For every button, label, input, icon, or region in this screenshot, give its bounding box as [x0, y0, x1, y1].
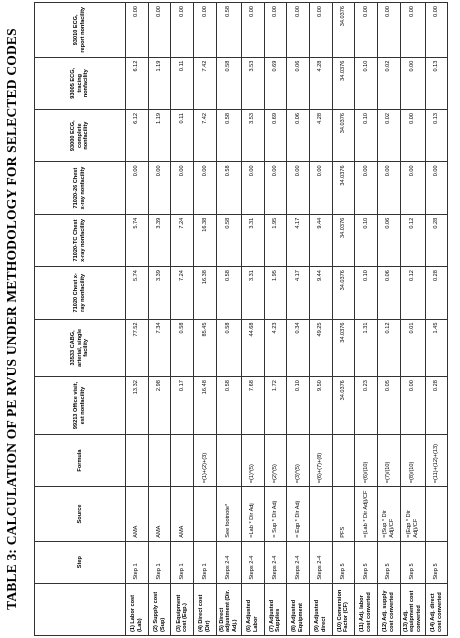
- value-cell: 5.74: [126, 267, 149, 319]
- step-cell: Step 1: [148, 541, 171, 583]
- value-cell: 0.58: [216, 57, 241, 109]
- value-cell: 0.00: [148, 3, 171, 58]
- row-label: (1) Labor cost (Lab): [126, 583, 149, 635]
- value-cell: 1.45: [425, 319, 448, 377]
- source-cell: = Sup * Dir Adj: [264, 487, 287, 541]
- value-cell: 0.02: [377, 57, 400, 109]
- value-cell: 0.00: [171, 3, 194, 58]
- value-cell: 6.12: [126, 57, 149, 109]
- value-cell: 0.00: [400, 109, 425, 161]
- step-cell: Steps 2-4: [241, 541, 264, 583]
- row-label: (8) Adjusted Equipment: [287, 583, 310, 635]
- value-cell: 0.00: [241, 3, 264, 58]
- step-cell: Step 5: [332, 541, 355, 583]
- row-label: (9) Adjusted direct: [309, 583, 332, 635]
- value-cell: 0.10: [355, 57, 378, 109]
- value-cell: 0.00: [425, 3, 448, 58]
- value-cell: 0.00: [264, 3, 287, 58]
- value-cell: 16.38: [194, 267, 217, 319]
- value-cell: 0.00: [400, 57, 425, 109]
- row-label: (2) Supply cost (Sup): [148, 583, 171, 635]
- value-cell: 0.00: [126, 162, 149, 214]
- source-cell: [425, 487, 448, 541]
- value-cell: 0.10: [355, 109, 378, 161]
- source-cell: =(Eqp * Dir Adj)/CF: [400, 487, 425, 541]
- row-label: (6) Adjusted Labor: [241, 583, 264, 635]
- value-cell: 7.34: [148, 319, 171, 377]
- value-cell: 0.13: [425, 109, 448, 161]
- value-cell: 6.12: [126, 109, 149, 161]
- value-cell: 9.44: [309, 267, 332, 319]
- source-cell: = Eqp * Dir Adj: [287, 487, 310, 541]
- value-cell: 0.23: [355, 377, 378, 435]
- formula-cell: =(1)+(2)+(3): [194, 434, 217, 486]
- formula-cell: [216, 434, 241, 486]
- row-label: (13) Adj. equipment cost converted: [400, 583, 425, 635]
- value-cell: 0.00: [264, 162, 287, 214]
- value-cell: 0.00: [287, 162, 310, 214]
- value-cell: 34.0376: [332, 3, 355, 58]
- table-row: [400, 3, 425, 636]
- value-cell: 4.17: [287, 214, 310, 266]
- value-cell: 0.10: [355, 214, 378, 266]
- value-cell: 7.24: [171, 214, 194, 266]
- value-cell: 0.28: [425, 377, 448, 435]
- column-header: Step: [35, 541, 126, 583]
- value-cell: 77.52: [126, 319, 149, 377]
- value-cell: 0.01: [400, 319, 425, 377]
- value-cell: 0.00: [377, 3, 400, 58]
- row-label: (3) Equipment cost (Eqp.): [171, 583, 194, 635]
- table-row: [264, 3, 287, 636]
- formula-cell: =(8)/(10): [400, 434, 425, 486]
- value-cell: 0.12: [400, 267, 425, 319]
- column-header: 99213 Office visit, est nonfacility: [35, 377, 126, 435]
- column-header: 93000 ECG, complete nonfacility: [35, 109, 126, 161]
- table-row: [309, 3, 332, 636]
- step-cell: Step 5: [355, 541, 378, 583]
- source-cell: =Lab * Dir Adj: [241, 487, 264, 541]
- table-row: [216, 3, 241, 636]
- value-cell: 0.00: [241, 162, 264, 214]
- formula-cell: =(7)/(10): [377, 434, 400, 486]
- column-header: Source: [35, 487, 126, 541]
- formula-cell: =(1)*(5): [241, 434, 264, 486]
- value-cell: 0.58: [216, 214, 241, 266]
- value-cell: 1.95: [264, 214, 287, 266]
- table-row: [171, 3, 194, 636]
- value-cell: 0.28: [425, 214, 448, 266]
- column-header: 71020-TC Chest x-ray nonfacility: [35, 214, 126, 266]
- source-cell: PFS: [332, 487, 355, 541]
- value-cell: 0.00: [355, 162, 378, 214]
- formula-cell: [171, 434, 194, 486]
- value-cell: 0.06: [287, 57, 310, 109]
- value-cell: 0.11: [171, 109, 194, 161]
- table-row: [148, 3, 171, 636]
- table-row: [194, 3, 217, 636]
- value-cell: 0.58: [216, 3, 241, 58]
- value-cell: 0.00: [287, 3, 310, 58]
- formula-cell: =(6)/(10): [355, 434, 378, 486]
- step-cell: Steps 2-4: [216, 541, 241, 583]
- table-row: [332, 3, 355, 636]
- table-title: TABLE 3: CALCULATION OF PE RVUS UNDER METHODOLOGY FOR SELECTED CODES: [4, 28, 19, 610]
- value-cell: 3.39: [148, 214, 171, 266]
- value-cell: 16.38: [194, 214, 217, 266]
- value-cell: 4.23: [264, 319, 287, 377]
- value-cell: 0.00: [400, 377, 425, 435]
- value-cell: 0.11: [171, 57, 194, 109]
- value-cell: 0.58: [216, 162, 241, 214]
- source-cell: [194, 487, 217, 541]
- source-cell: =(Lab * Dir Adj)/CF: [355, 487, 378, 541]
- table-row: [377, 3, 400, 636]
- value-cell: 0.69: [264, 57, 287, 109]
- value-cell: 0.00: [400, 3, 425, 58]
- table-row: [355, 3, 378, 636]
- value-cell: 9.50: [309, 377, 332, 435]
- row-label: (12) Adj. supply cost converted: [377, 583, 400, 635]
- value-cell: 0.06: [377, 214, 400, 266]
- step-cell: Step 1: [171, 541, 194, 583]
- column-header: 33533 CABG, arterial, single facility: [35, 319, 126, 377]
- table-row: [425, 3, 448, 636]
- value-cell: 3.31: [241, 267, 264, 319]
- value-cell: 0.69: [264, 109, 287, 161]
- value-cell: 1.19: [148, 57, 171, 109]
- formula-cell: =(3)*(5): [287, 434, 310, 486]
- value-cell: 4.17: [287, 267, 310, 319]
- formula-cell: [148, 434, 171, 486]
- formula-cell: =(2)*(5): [264, 434, 287, 486]
- value-cell: 0.58: [216, 377, 241, 435]
- value-cell: 7.68: [241, 377, 264, 435]
- value-cell: 0.10: [355, 267, 378, 319]
- value-cell: 0.12: [400, 214, 425, 266]
- step-cell: Step 5: [400, 541, 425, 583]
- table-row: [126, 3, 149, 636]
- value-cell: 0.10: [287, 377, 310, 435]
- value-cell: 49.25: [309, 319, 332, 377]
- value-cell: 0.58: [216, 319, 241, 377]
- row-label: (4) Direct cost (Dir): [194, 583, 217, 635]
- column-header: 93005 ECG, tracing nonfacility: [35, 57, 126, 109]
- formula-cell: =(6)+(7)+(8): [309, 434, 332, 486]
- value-cell: 3.31: [241, 214, 264, 266]
- value-cell: 34.0376: [332, 162, 355, 214]
- table-header-row: [35, 3, 126, 636]
- step-cell: Step 5: [425, 541, 448, 583]
- value-cell: 0.58: [171, 319, 194, 377]
- value-cell: 34.0376: [332, 319, 355, 377]
- row-label: (5) Direct adjustment (Dir. Adj.): [216, 583, 241, 635]
- value-cell: 4.28: [309, 109, 332, 161]
- value-cell: 0.06: [287, 109, 310, 161]
- value-cell: 0.05: [377, 377, 400, 435]
- formula-cell: [332, 434, 355, 486]
- value-cell: 1.72: [264, 377, 287, 435]
- source-cell: AMA: [126, 487, 149, 541]
- table-row: [241, 3, 264, 636]
- table-body: [126, 3, 448, 636]
- value-cell: 0.00: [309, 3, 332, 58]
- value-cell: 0.00: [425, 162, 448, 214]
- value-cell: 0.58: [216, 267, 241, 319]
- value-cell: 4.28: [309, 57, 332, 109]
- value-cell: 0.58: [216, 109, 241, 161]
- value-cell: 34.0376: [332, 109, 355, 161]
- value-cell: 0.28: [425, 267, 448, 319]
- formula-cell: =(11)+(12)+(13): [425, 434, 448, 486]
- step-cell: Step 1: [194, 541, 217, 583]
- row-label: (14) Adj. direct cost converted: [425, 583, 448, 635]
- column-header: Formula: [35, 434, 126, 486]
- row-label: (10) Conversion Factor (CF): [332, 583, 355, 635]
- value-cell: 1.31: [355, 319, 378, 377]
- row-label: (11) Adj. labor cost converted: [355, 583, 378, 635]
- value-cell: 2.98: [148, 377, 171, 435]
- value-cell: 34.0376: [332, 214, 355, 266]
- value-cell: 3.53: [241, 57, 264, 109]
- step-cell: Step 5: [377, 541, 400, 583]
- step-cell: Steps 2-4: [309, 541, 332, 583]
- column-header: [35, 583, 126, 635]
- value-cell: 5.74: [126, 214, 149, 266]
- value-cell: 16.48: [194, 377, 217, 435]
- value-cell: 13.32: [126, 377, 149, 435]
- value-cell: 0.17: [171, 377, 194, 435]
- value-cell: 44.68: [241, 319, 264, 377]
- table-row: [287, 3, 310, 636]
- column-header: 71020-26 Chest x-ray nonfacility: [35, 162, 126, 214]
- source-cell: AMA: [148, 487, 171, 541]
- column-header: 93010 ECG, report nonfacility: [35, 3, 126, 58]
- value-cell: 34.0376: [332, 57, 355, 109]
- value-cell: 0.00: [309, 162, 332, 214]
- source-cell: See footnote*: [216, 487, 241, 541]
- value-cell: 34.0376: [332, 267, 355, 319]
- value-cell: 3.39: [148, 267, 171, 319]
- value-cell: 0.12: [377, 319, 400, 377]
- value-cell: 0.13: [425, 57, 448, 109]
- value-cell: 34.0376: [332, 377, 355, 435]
- value-cell: 0.00: [377, 162, 400, 214]
- row-label: (7) Adjusted Supplies: [264, 583, 287, 635]
- value-cell: 1.19: [148, 109, 171, 161]
- value-cell: 0.34: [287, 319, 310, 377]
- value-cell: 0.00: [194, 162, 217, 214]
- column-header: 71020 Chest x-ray nonfacility: [35, 267, 126, 319]
- value-cell: 1.95: [264, 267, 287, 319]
- formula-cell: [126, 434, 149, 486]
- step-cell: Steps 2-4: [287, 541, 310, 583]
- value-cell: 0.06: [377, 267, 400, 319]
- value-cell: 9.44: [309, 214, 332, 266]
- value-cell: 7.42: [194, 109, 217, 161]
- value-cell: 0.00: [126, 3, 149, 58]
- value-cell: 0.00: [355, 3, 378, 58]
- value-cell: 0.00: [194, 3, 217, 58]
- source-cell: AMA: [171, 487, 194, 541]
- step-cell: Step 1: [126, 541, 149, 583]
- value-cell: 0.00: [148, 162, 171, 214]
- source-cell: =(Sup * Dir Adj)/CF: [377, 487, 400, 541]
- pe-rvu-table: [34, 2, 448, 636]
- value-cell: 3.53: [241, 109, 264, 161]
- step-cell: Steps 2-4: [264, 541, 287, 583]
- value-cell: 0.00: [400, 162, 425, 214]
- value-cell: 7.24: [171, 267, 194, 319]
- source-cell: [309, 487, 332, 541]
- value-cell: 7.42: [194, 57, 217, 109]
- value-cell: 0.00: [171, 162, 194, 214]
- value-cell: 85.45: [194, 319, 217, 377]
- value-cell: 0.02: [377, 109, 400, 161]
